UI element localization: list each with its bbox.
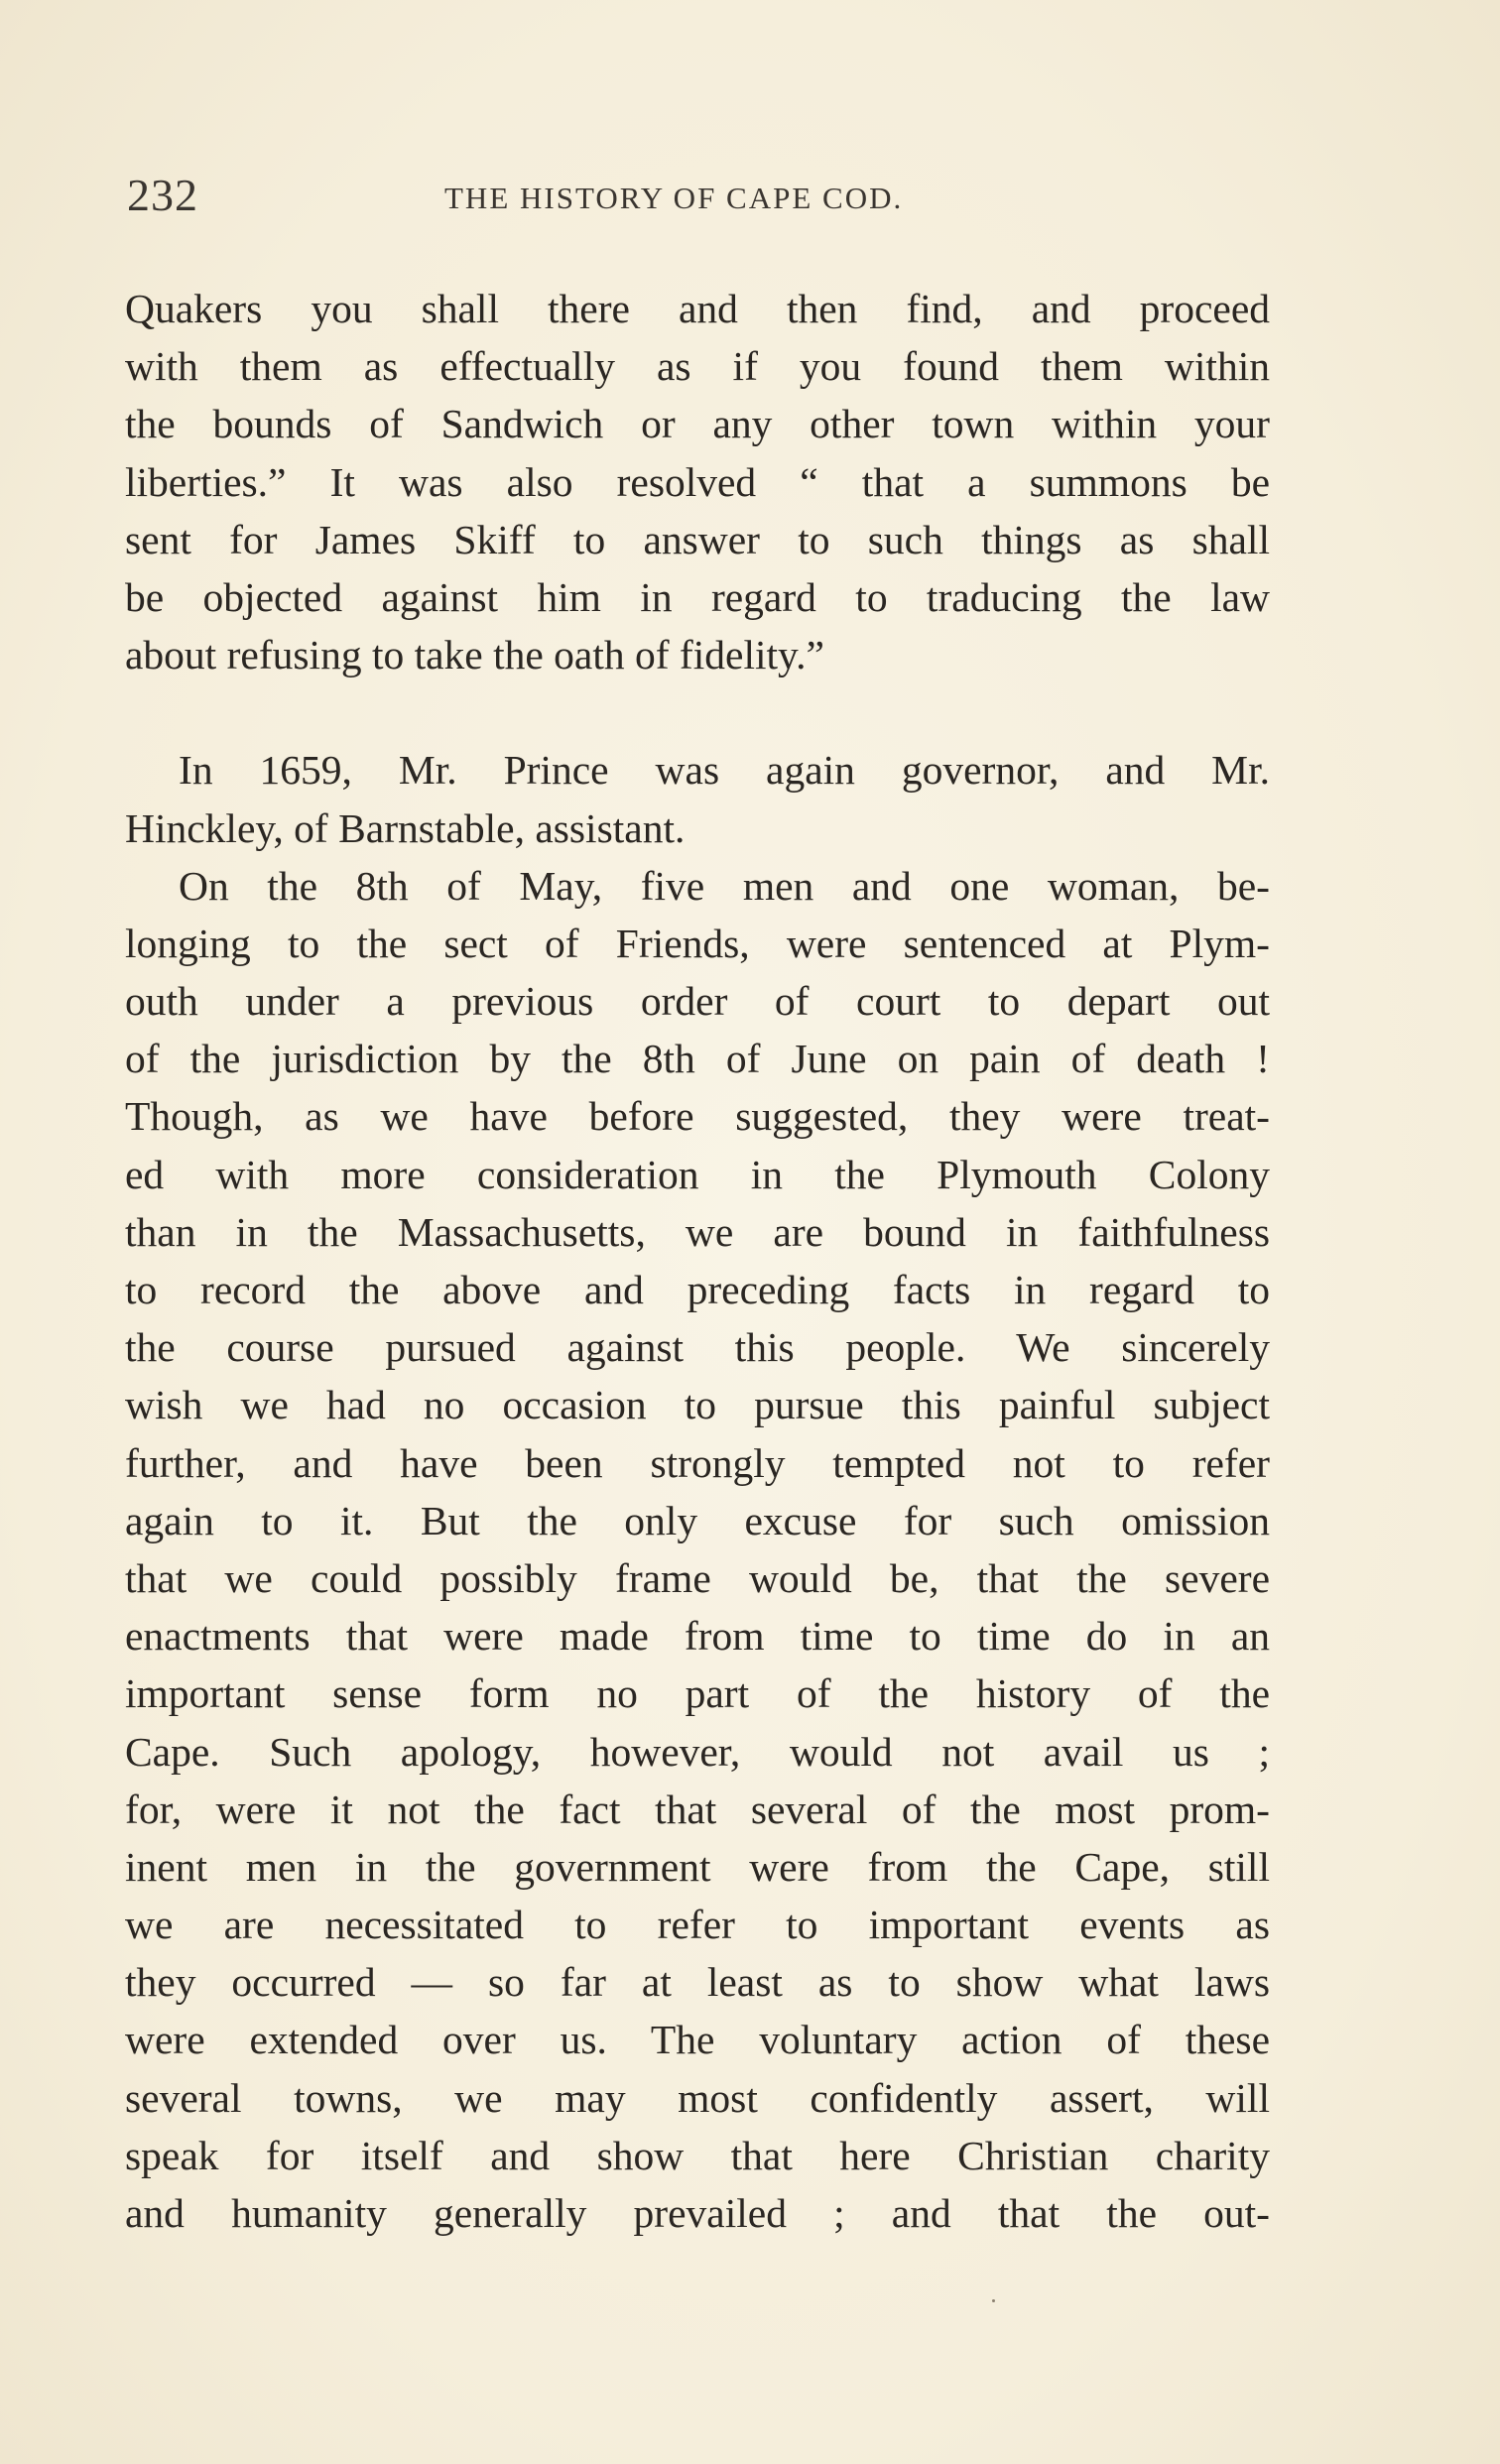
running-head [127,169,1268,228]
text-line: enactments that were made from time to time do in an [125,1613,1270,1660]
text-line: outh under a previous order of court to depart out [125,978,1270,1025]
text-line: important sense form no part of the history of the [125,1670,1270,1717]
text-line: with them as effectually as if you found them within [125,343,1270,390]
text-line: they occurred — so far at least as to show what laws [125,1959,1270,2006]
text-line: we are necessitated to refer to important events as [125,1902,1270,1948]
text-line: ed with more consideration in the Plymouth Colony [125,1151,1270,1197]
text-line: speak for itself and show that here Christian charity [125,2132,1270,2178]
paper-speck [992,2299,995,2302]
text-line: wish we had no occasion to pursue this painful subject [125,1382,1270,1428]
text-line: again to it. But the only excuse for such omission [125,1497,1270,1543]
text-line: than in the Massachusetts, we are bound in faithfulness [125,1208,1270,1255]
paragraph-gap [125,683,1270,741]
text-line: were extended over us. The voluntary action of these [125,2017,1270,2063]
page-number: 232 [127,170,198,220]
text-line: to record the above and preceding facts in regard to [125,1267,1270,1312]
text-line: In 1659, Mr. Prince was again governor, and Mr. [179,747,1270,794]
text-line: Quakers you shall there and then find, and proceed [125,286,1270,331]
text-line: Cape. Such apology, however, would not avail us ; [125,1728,1270,1775]
text-line: longing to the sect of Friends, were sentenced at Plym- [125,920,1270,966]
text-line: about refusing to take the oath of fidelity.” [125,632,824,678]
text-line: that we could possibly frame would be, that the severe [125,1554,1270,1601]
text-line: Hinckley, of Barnstable, assistant. [125,804,686,851]
text-line: be objected against him in regard to traducing the law [125,573,1270,620]
text-line: and humanity generally prevailed ; and that the out- [125,2190,1270,2236]
text-line: sent for James Skiff to answer to such things as shall [125,516,1270,562]
text-line: several towns, we may most confidently assert, will [125,2074,1270,2121]
running-title: THE HISTORY OF CAPE COD. [444,181,904,215]
text-line: the bounds of Sandwich or any other town within your [125,401,1270,447]
text-line: inent men in the government were from the Cape, still [125,1843,1270,1890]
text-line: further, and have been strongly tempted not to refer [125,1439,1270,1486]
text-line: liberties.” It was also resolved “ that a summons be [125,458,1270,505]
text-line: Though, as we have before suggested, they were treat- [125,1093,1270,1140]
text-line: On the 8th of May, five men and one woman, be- [179,862,1270,909]
body-text [125,280,1270,2242]
text-line: of the jurisdiction by the 8th of June on pain of death ! [125,1036,1270,1082]
text-line: the course pursued against this people. We sincerely [125,1324,1270,1371]
text-line: for, were it not the fact that several of the most prom- [125,1786,1270,1832]
